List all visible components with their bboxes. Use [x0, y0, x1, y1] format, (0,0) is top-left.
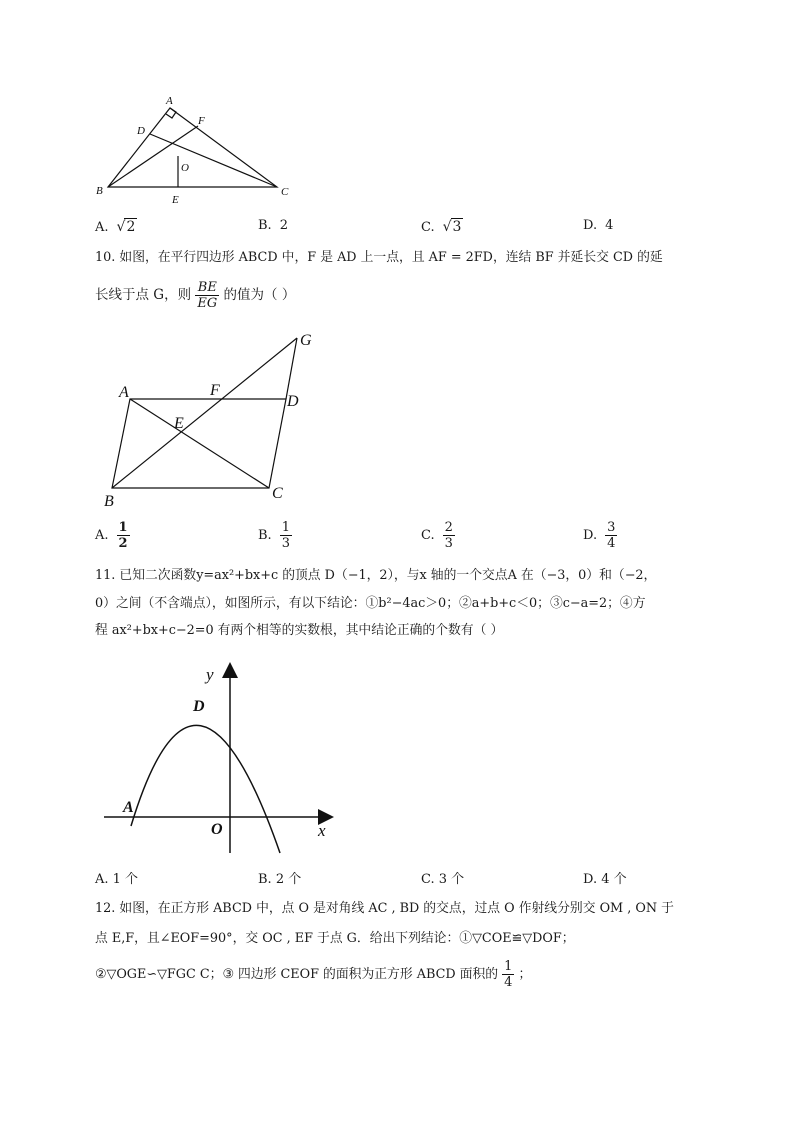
q10-stem-line1: 10. 如图，在平行四边形 ABCD 中，F 是 AD 上一点，且 AF = 2FD，连结 BF 并延长交 CD 的延 — [95, 250, 663, 265]
q10-option-b-den: 3 — [281, 536, 290, 551]
q10-label-D: D — [287, 393, 299, 410]
q11-stem-line2: 0）之间（不含端点），如图所示，有以下结论：①b²−4ac＞0；②a+b+c＜0；③c−a=2；④方 — [95, 596, 646, 611]
q9-option-b[interactable] — [258, 218, 288, 234]
q12-stem-line1: 12. 如图，在正方形 ABCD 中，点 O 是对角线 AC , BD 的交点，过点 O 作射线分别交 OM , ON 于 — [95, 901, 674, 916]
q12-stem-line3-suffix: ； — [518, 967, 532, 982]
q10-label-A: A — [119, 384, 129, 401]
q10-option-a-label: A. — [95, 528, 109, 543]
q10-label-B: B — [104, 493, 114, 510]
q9-option-a[interactable] — [95, 218, 137, 236]
q10-figure — [95, 325, 325, 510]
q9-right-angle-mark — [166, 108, 176, 118]
q10-option-b[interactable] — [258, 520, 292, 551]
q11-stem-line1: 11. 已知二次函数y=ax²+bx+c 的顶点 D（−1，2），与x 轴的一个交点A 在（−3，0）和（−2， — [95, 568, 657, 583]
q10-stem-line2 — [95, 278, 295, 312]
q10-option-c-num: 2 — [444, 520, 453, 535]
q11-option-d[interactable] — [583, 872, 627, 888]
q10-option-a-num: 1 — [118, 520, 128, 535]
q10-label-C: C — [272, 485, 283, 502]
q9-option-c-sqrt: √3 — [442, 219, 462, 235]
q9-label-B: B — [96, 185, 103, 197]
q11-stem-line3: 程 ax²+bx+c−2=0 有两个相等的实数根，其中结论正确的个数有（ ） — [95, 623, 504, 638]
q10-option-c-den: 3 — [444, 536, 453, 551]
q9-label-O: O — [181, 162, 189, 174]
q12-area-fraction — [502, 959, 514, 990]
q10-option-a-fraction — [117, 520, 130, 551]
q10-label-F: F — [210, 382, 220, 399]
q9-label-F: F — [198, 115, 205, 127]
q12-area-denominator: 4 — [504, 975, 513, 990]
q10-option-d-num: 3 — [607, 520, 616, 535]
q9-label-A: A — [166, 95, 173, 107]
q10-option-c[interactable] — [421, 520, 455, 551]
q10-stem-line2-suffix: 的值为（ ） — [223, 287, 296, 303]
q10-stem-line2-prefix: 长线于点 G，则 — [95, 287, 192, 303]
q11-option-a-text: A. 1 个 — [95, 872, 139, 887]
q10-label-E: E — [174, 415, 184, 432]
q11-label-A: A — [123, 799, 134, 816]
q10-segment-BG — [112, 338, 297, 488]
q9-figure — [90, 92, 310, 207]
q10-option-b-label: B. — [258, 528, 272, 543]
q10-option-d-label: D. — [583, 528, 598, 543]
q11-label-y: y — [206, 665, 214, 684]
q9-option-b-value: 2 — [279, 218, 288, 233]
q10-segment-DG — [286, 338, 297, 399]
q9-option-a-radicand: 2 — [126, 219, 136, 235]
q10-option-d[interactable] — [583, 520, 617, 551]
q11-option-c[interactable] — [421, 872, 464, 888]
q9-option-d-value: 4 — [605, 218, 614, 233]
q10-ratio-numerator: BE — [195, 280, 219, 296]
q9-label-C: C — [281, 186, 289, 198]
q9-triangle-outline — [108, 108, 277, 187]
q11-option-c-text: C. 3 个 — [421, 872, 465, 887]
q12-area-numerator: 1 — [504, 959, 513, 974]
q9-option-d[interactable] — [583, 218, 613, 234]
q9-label-E: E — [172, 194, 179, 206]
q10-option-c-fraction — [443, 520, 455, 551]
q10-option-c-label: C. — [421, 528, 435, 543]
q10-ratio-denominator: EG — [197, 296, 218, 311]
q11-figure — [100, 655, 345, 860]
q9-option-a-sqrt: √2 — [116, 219, 136, 235]
q12-stem-line3 — [95, 958, 531, 992]
q12-stem-line3-prefix: ②▽OGE∽▽FGC C；③ 四边形 CEOF 的面积为正方形 ABCD 面积的 — [95, 967, 499, 982]
q10-option-a[interactable] — [95, 520, 130, 551]
q11-option-b[interactable] — [258, 872, 301, 888]
q10-segment-AC — [130, 399, 269, 488]
q9-segment-CD — [150, 134, 277, 187]
q11-option-d-text: D. 4 个 — [583, 872, 627, 887]
q10-label-G: G — [300, 332, 312, 349]
q11-parabola — [131, 725, 280, 853]
q10-option-b-fraction — [280, 520, 292, 551]
q10-option-d-fraction — [605, 520, 617, 551]
q11-label-O: O — [211, 821, 223, 838]
q9-option-b-label: B. — [258, 218, 272, 233]
q9-label-D: D — [137, 125, 145, 137]
q10-option-a-den: 2 — [118, 536, 128, 551]
q9-option-c[interactable] — [421, 218, 463, 236]
q10-option-b-num: 1 — [281, 520, 290, 535]
q10-ratio-fraction — [195, 280, 219, 311]
q10-option-d-den: 4 — [607, 536, 616, 551]
q9-option-d-label: D. — [583, 218, 598, 233]
q11-label-x: x — [318, 821, 326, 840]
q11-option-b-text: B. 2 个 — [258, 872, 302, 887]
q11-label-D: D — [193, 698, 205, 715]
q12-stem-line2: 点 E,F，且∠EOF=90°，交 OC , EF 于点 G．给出下列结论：①▽COE≌▽DOF； — [95, 931, 575, 946]
q9-option-c-label: C. — [421, 220, 435, 235]
q11-option-a[interactable] — [95, 872, 138, 888]
q9-option-a-label: A. — [95, 220, 109, 235]
q9-option-c-radicand: 3 — [452, 219, 462, 235]
q11-y-arrow — [222, 662, 238, 678]
